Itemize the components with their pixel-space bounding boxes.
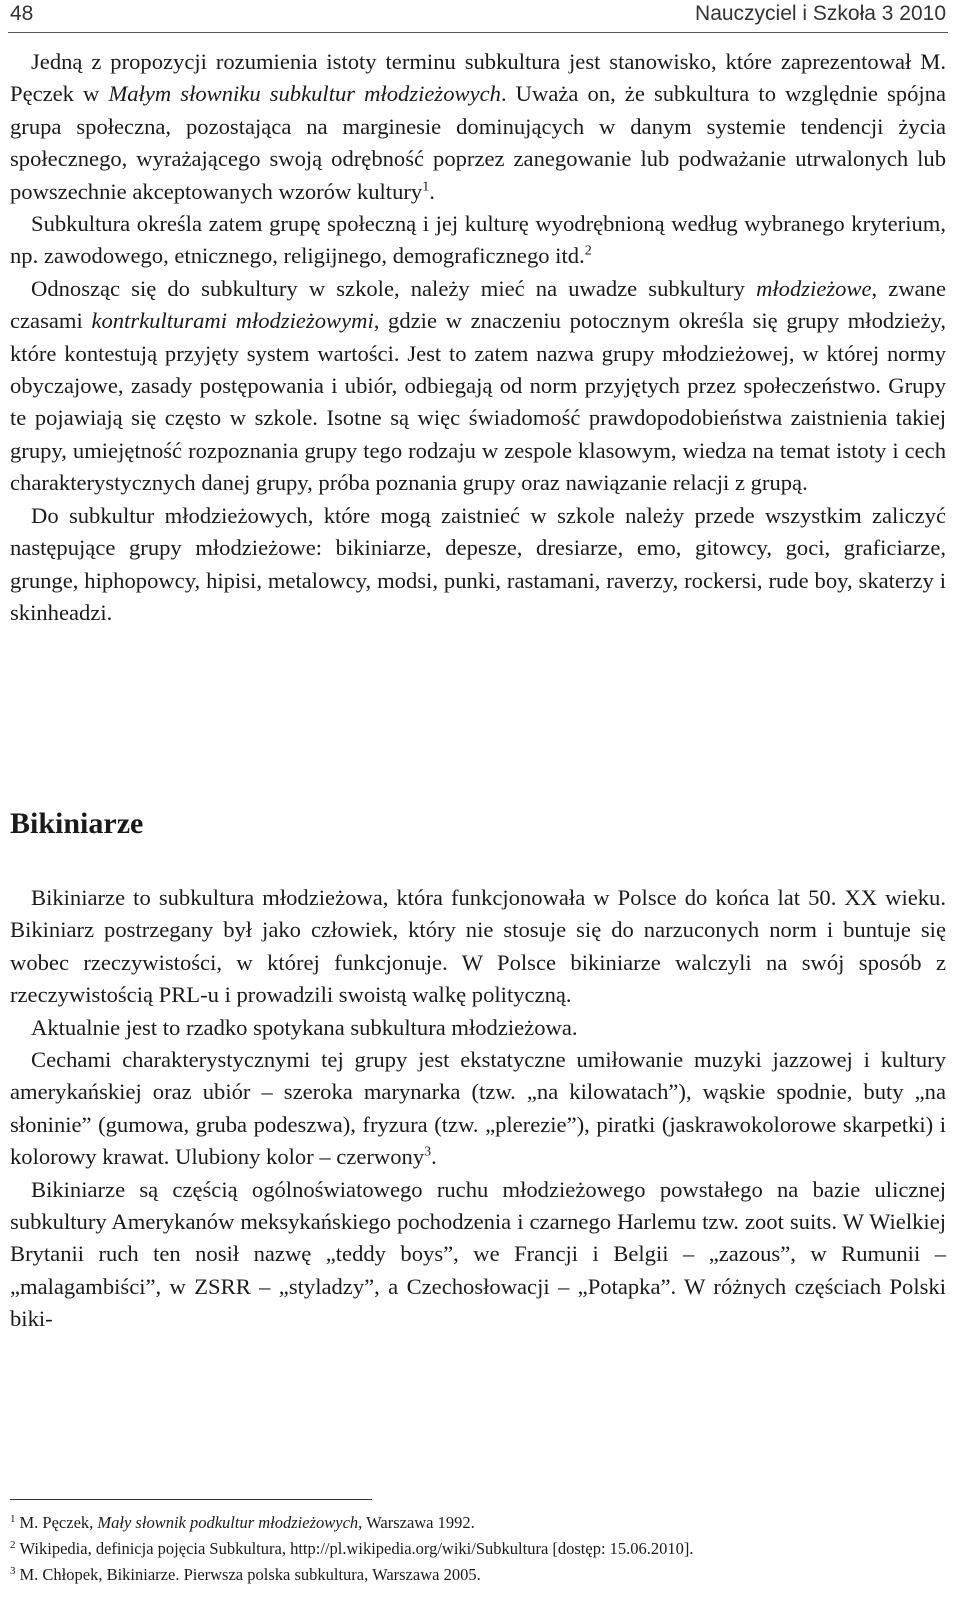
footnote: $^3$ M. Chłopek, Bikiniarze. Pierwsza polska subkultura, Warszawa 2005. <box>10 1564 481 1584</box>
italic-term: młodzieżowe <box>756 275 872 301</box>
footnotes <box>10 1510 946 1588</box>
paragraph: Cechami charakterystycznymi tej grupy jest ekstatyczne umiłowanie muzyki jazzowej i kultury amerykańskiej oraz ubiór – szeroka marynarka (tzw. „na kilowatach”), wąskie spodnie, buty „na słoninie” (gumowa, gruba podeszwa), fryzura (tzw. „plerezie”), piratki (jaskrawokolorowe skarpetki) i kolorowy krawat. Ulubiony kolor – czerwony$^3$. <box>10 1047 946 1170</box>
footnote-ref: 3 <box>424 1144 432 1160</box>
page-header <box>10 2 946 28</box>
header-divider <box>8 32 948 33</box>
page-number: 48 <box>10 2 34 25</box>
footnote: $^1$ M. Pęczek, Mały słownik podkultur młodzieżowych, Warszawa 1992. <box>10 1512 475 1532</box>
footnote: $^2$ Wikipedia, definicja pojęcia Subkultura, http://pl.wikipedia.org/wiki/Subkultura [dostęp: 15.06.2010]. <box>10 1538 694 1558</box>
footnote-ref: 1 <box>422 179 430 195</box>
footnote-number: 1 <box>10 1512 16 1525</box>
paragraph: Do subkultur młodzieżowych, które mogą zaistnieć w szkole należy przede wszystkim zaliczyć następujące grupy młodzieżowe: bikiniarze, depesze, dresiarze, emo, gitowcy, goci, graficiarze, grunge, hiphopowcy, hipisi, metalowcy, modsi, punki, rastamani, raverzy, rockersi, rude boy, skaterzy i skinheadzi. <box>10 502 946 625</box>
footnote-ref: 2 <box>584 243 592 259</box>
section-heading: Bikiniarze <box>10 807 144 840</box>
body-text <box>10 46 946 629</box>
italic-term: kontrkulturami młodzieżowymi <box>91 308 374 334</box>
paragraph: Aktualnie jest to rzadko spotykana subkultura młodzieżowa. <box>31 1014 578 1040</box>
journal-title: Nauczyciel i Szkoła 3 2010 <box>695 2 946 25</box>
section-bikiniarze <box>10 804 946 1336</box>
footnote-divider <box>10 1499 372 1500</box>
book-title: Małym słowniku subkultur młodzieżowych <box>108 81 501 107</box>
footnote-number: 3 <box>10 1564 16 1577</box>
paragraph: Bikiniarze to subkultura młodzieżowa, która funkcjonowała w Polsce do końca lat 50. XX wieku. Bikiniarz postrzegany był jako człowiek, który nie stosuje się do narzuconych norm i buntuje się wobec rzeczywistości, w której funkcjonuje. W Polsce bikiniarze walczyli na swój sposób z rzeczywistością PRL-u i prowadzili swoistą walkę polityczną. <box>10 885 946 1008</box>
footnote-number: 2 <box>10 1538 16 1551</box>
paragraph: Bikiniarze są częścią ogólnoświatowego ruchu młodzieżowego powstałego na bazie ulicznej subkultury Amerykanów meksykańskiego pochodzenia i czarnego Harlemu tzw. zoot suits. W Wielkiej Brytanii ruch ten nosił nazwę „teddy boys”, we Francji i Belgii – „zazous”, w Rumunii – „malagambiści”, w ZSRR – „styladzy”, a Czechosłowacji – „Potapka”. W różnych częściach Polski biki- <box>10 1176 946 1332</box>
paragraph: Subkultura określa zatem grupę społeczną i jej kulturę wyodrębnioną według wybranego kryterium, np. zawodowego, etnicznego, religijnego, demograficznego itd.$^2$ <box>10 211 946 269</box>
paragraph: Jedną z propozycji rozumienia istoty terminu subkultura jest stanowisko, które zaprezentował M. Pęczek w Małym słowniku subkultur młodzieżowych. Uważa on, że subkultura to względnie spójna grupa społeczna, pozostająca na marginesie dominujących w danym systemie tendencji życia społecznego, wyrażającego swoją odrębność poprzez zanegowanie lub podważanie utrwalonych lub powszechnie akceptowanych wzorów kultury$^1$. <box>10 49 946 204</box>
paragraph: Odnosząc się do subkultury w szkole, należy mieć na uwadze subkultury młodzieżowe, zwane czasami kontrkulturami młodzieżowymi, gdzie w znaczeniu potocznym określa się grupy młodzieży, które kontestują przyjęty system wartości. Jest to zatem nazwa grupy młodzieżowej, w której normy obyczajowe, zasady postępowania i ubiór, odbiegają od norm przyjętych przez społeczeństwo. Grupy te pojawiają się często w szkole. Isotne są więc świadomość prawdopodobieństwa zaistnienia takiej grupy, umiejętność rozpoznania grupy tego rodzaju w zespole klasowym, wiedza na temat istoty i cech charakterystycznych danej grupy, próba poznania grupy oraz nawiązanie relacji z grupą. <box>10 275 947 496</box>
